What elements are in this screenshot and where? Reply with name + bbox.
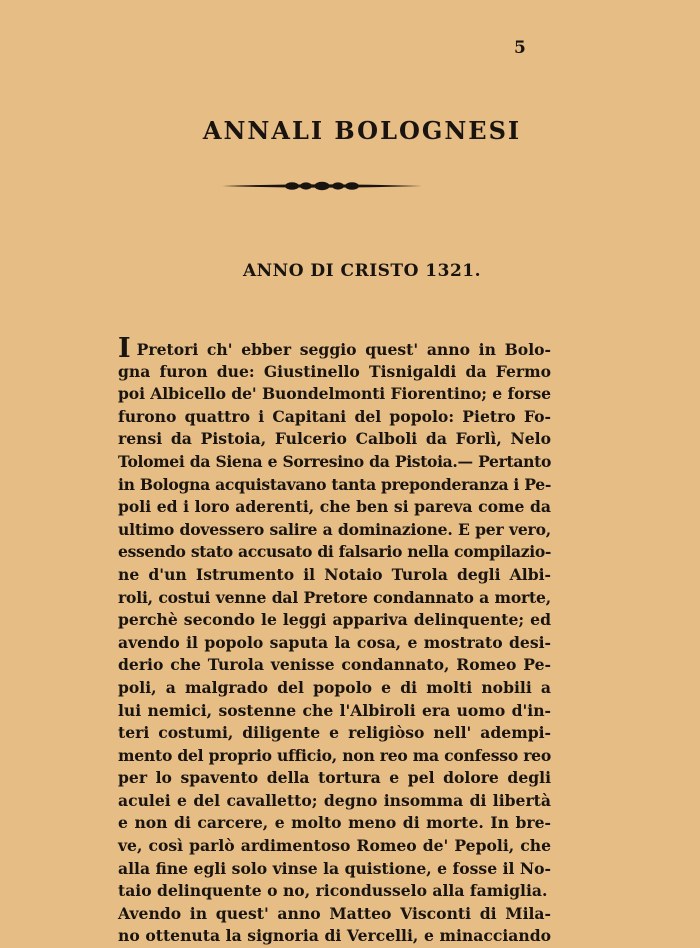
line-text: Pretori ch' ebber seggio quest' anno in Bolo- <box>136 340 551 359</box>
text-line: e non di carcere, e molto meno di morte. In bre- <box>118 813 551 833</box>
year-heading: ANNO DI CRISTO 1321. <box>242 261 482 281</box>
text-line: taio delinquente o no, ricondusselo alla famiglia. <box>118 881 548 901</box>
text-line: teri costumi, diligente e religiòso nell' adempi- <box>118 723 551 743</box>
text-line: essendo stato accusato di falsario nella compilazio- <box>118 542 551 562</box>
page-number: 5 <box>514 38 526 58</box>
text-line: no ottenuta la signoria di Vercelli, e minacciando <box>118 926 551 946</box>
text-line: in Bologna acquistavano tanta preponderanza i Pe- <box>118 474 551 494</box>
text-line: derio che Turola venisse condannato, Romeo Pe- <box>118 655 551 675</box>
text-line: avendo il popolo saputa la cosa, e mostrato desi- <box>118 632 551 652</box>
text-line: aculei e del cavalletto; degno insomma di libertà <box>118 790 551 810</box>
text-line: ve, così parlò ardimentoso Romeo de' Pepoli, che <box>118 836 551 856</box>
text-line: mento del proprio ufficio, non reo ma confesso reo <box>118 745 551 765</box>
text-line: poli, a malgrado del popolo e di molti nobili a <box>118 677 551 697</box>
text-line: roli, costui venne dal Pretore condannato a morte, <box>118 587 551 607</box>
text-line: poi Albicello de' Buondelmonti Fiorentino; e forse <box>118 384 551 404</box>
text-line: alla fine egli solo vinse la quistione, e fosse il No- <box>118 858 551 878</box>
book-title: ANNALI BOLOGNESI <box>202 116 522 145</box>
text-line: perchè secondo le leggi appariva delinquente; ed <box>118 610 551 630</box>
body-text <box>118 333 551 948</box>
drop-cap: I <box>118 333 131 364</box>
text-line: per lo spavento della tortura e pel dolore degli <box>118 768 551 788</box>
ornament-divider <box>220 180 424 192</box>
text-line: poli ed i loro aderenti, che ben si pareva come da <box>118 497 551 517</box>
text-line: Tolomei da Siena e Sorresino da Pistoia.— Pertanto <box>118 451 551 471</box>
text-line: ne d'un Istrumento il Notaio Turola degli Albi- <box>118 564 551 584</box>
text-line: Avendo in quest' anno Matteo Visconti di Mila- <box>118 903 551 923</box>
text-line <box>118 333 551 364</box>
text-line: rensi da Pistoia, Fulcerio Calboli da Forlì, Nelo <box>118 429 551 449</box>
text-line: furono quattro i Capitani del popolo: Pietro Fo- <box>118 406 551 426</box>
text-line: ultimo dovessero salire a dominazione. E per vero, <box>118 519 551 539</box>
text-line: gna furon due: Giustinello Tisnigaldi da Fermo <box>118 361 551 381</box>
text-line: lui nemici, sostenne che l'Albiroli era uomo d'in- <box>118 700 551 720</box>
